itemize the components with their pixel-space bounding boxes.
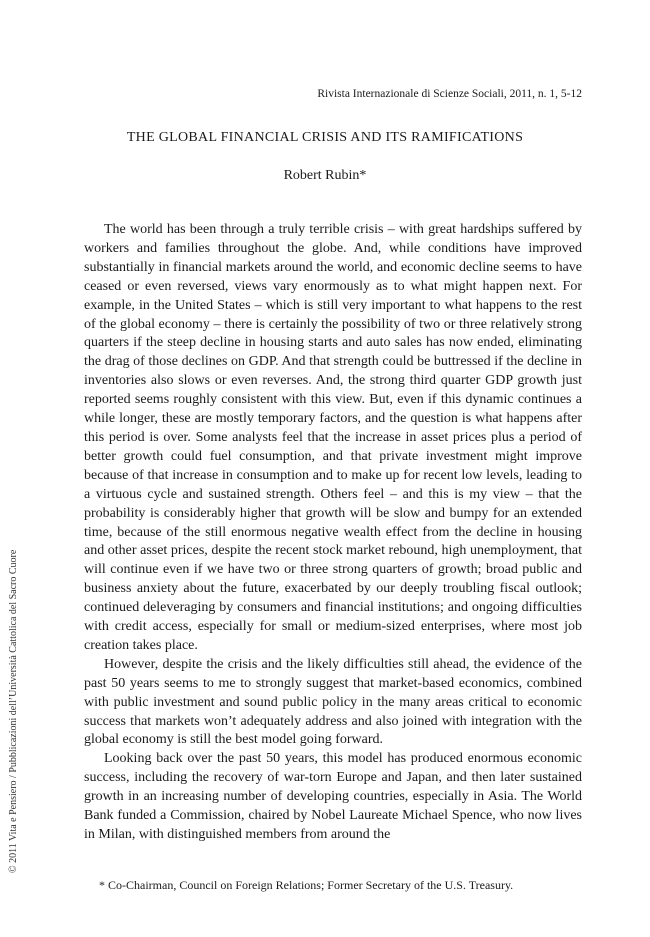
article-title: THE GLOBAL FINANCIAL CRISIS AND ITS RAMIFICATIONS bbox=[126, 130, 524, 145]
paragraph: The world has been through a truly terrible crisis – with great hardships suffered by workers and families throughout the globe. And, while conditions have improved substantially in financial markets around the world, and economic decline seems to have ceased or even reversed, views vary enormously as to what might happen next. For example, in the United States – which is still very important to what happens to the rest of the global economy – there is certainly the possibility of two or three relatively strong quarters if the steep decline in housing starts and auto sales has now ended, eliminating the drag of those declines on GDP. And that strength could be buttressed if the decline in inventories also slows or even reverses. And, the strong third quarter GDP growth just reported seems roughly consistent with this view. But, even if this dynamic continues a while longer, these are mostly temporary factors, and the question is what happens after this period is over. Some analysts feel that the increase in asset prices plus a period of better growth could fuel consumption, and that private investment might improve because of that increase in consumption and to make up for recent low levels, leading to a virtuous cycle and sustained strength. Others feel – and this is my view – that the probability is considerably higher that growth will be slow and bumpy for an extended time, because of the still enormous negative wealth effect from the decline in housing and other asset prices, despite the recent stock market rebound, high unemployment, that will continue even if we have two or three strong quarters of growth; broad public and business anxiety about the future, exacerbated by our deeply troubling fiscal outlook; continued deleveraging by consumers and financial institutions; and ongoing difficulties with credit access, especially for small or medium-sized enterprises, where most job creation takes place. bbox=[84, 222, 582, 653]
paragraph: Looking back over the past 50 years, this model has produced enormous economic success, including the recovery of war-torn Europe and Japan, and then later sustained growth in an increasing number of developing countries, especially in Asia. The World Bank funded a Commission, chaired by Nobel Laureate Michael Spence, who now lives in Milan, with distinguished members from around the bbox=[84, 751, 582, 842]
copyright-sidebar: © 2011 Vita e Pensiero / Pubblicazioni dell’Università Cattolica del Sacro Cuore bbox=[8, 549, 19, 873]
article-body bbox=[84, 221, 582, 845]
article-author: Robert Rubin* bbox=[283, 168, 367, 183]
journal-citation: Rivista Internazionale di Scienze Sociali, 2011, n. 1, 5-12 bbox=[317, 88, 582, 100]
footnote: * Co-Chairman, Council on Foreign Relations; Former Secretary of the U.S. Treasury. bbox=[99, 878, 514, 892]
paragraph: However, despite the crisis and the likely difficulties still ahead, the evidence of the past 50 years seems to me to strongly suggest that market-based economics, combined with public investment and sound public policy in the many areas critical to economic success that markets won’t adequately address and also joined with integration with the global economy is still the best model going forward. bbox=[84, 656, 582, 748]
